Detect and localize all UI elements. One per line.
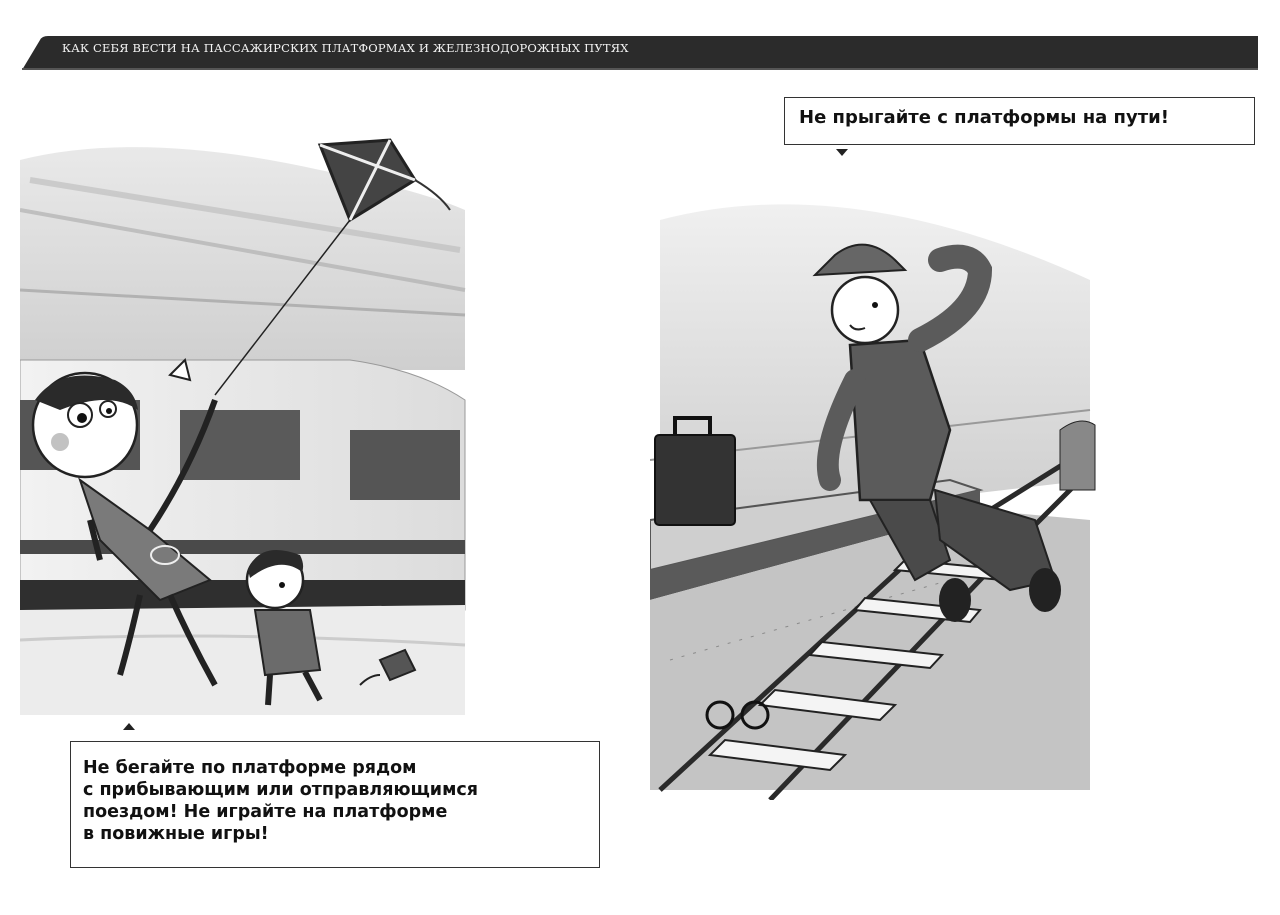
caption-pointer-up-icon: [123, 723, 135, 730]
illustration-man-jumping-tracks: [650, 160, 1100, 800]
page-header: [22, 36, 1258, 70]
caption-right-no-jumping: Не прыгайте с платформы на пути!: [784, 97, 1255, 145]
caption-pointer-down-icon: [836, 149, 848, 156]
caption-left-no-running: Не бегайте по платформе рядом с прибывающим или отправляющимся поездом! Не играйте на платформе в повижные игры!: [70, 741, 600, 868]
page-title: КАК СЕБЯ ВЕСТИ НА ПАССАЖИРСКИХ ПЛАТФОРМАХ И ЖЕЛЕЗНОДОРОЖНЫХ ПУТЯХ: [62, 41, 629, 55]
illustration-children-kite: [20, 100, 470, 720]
